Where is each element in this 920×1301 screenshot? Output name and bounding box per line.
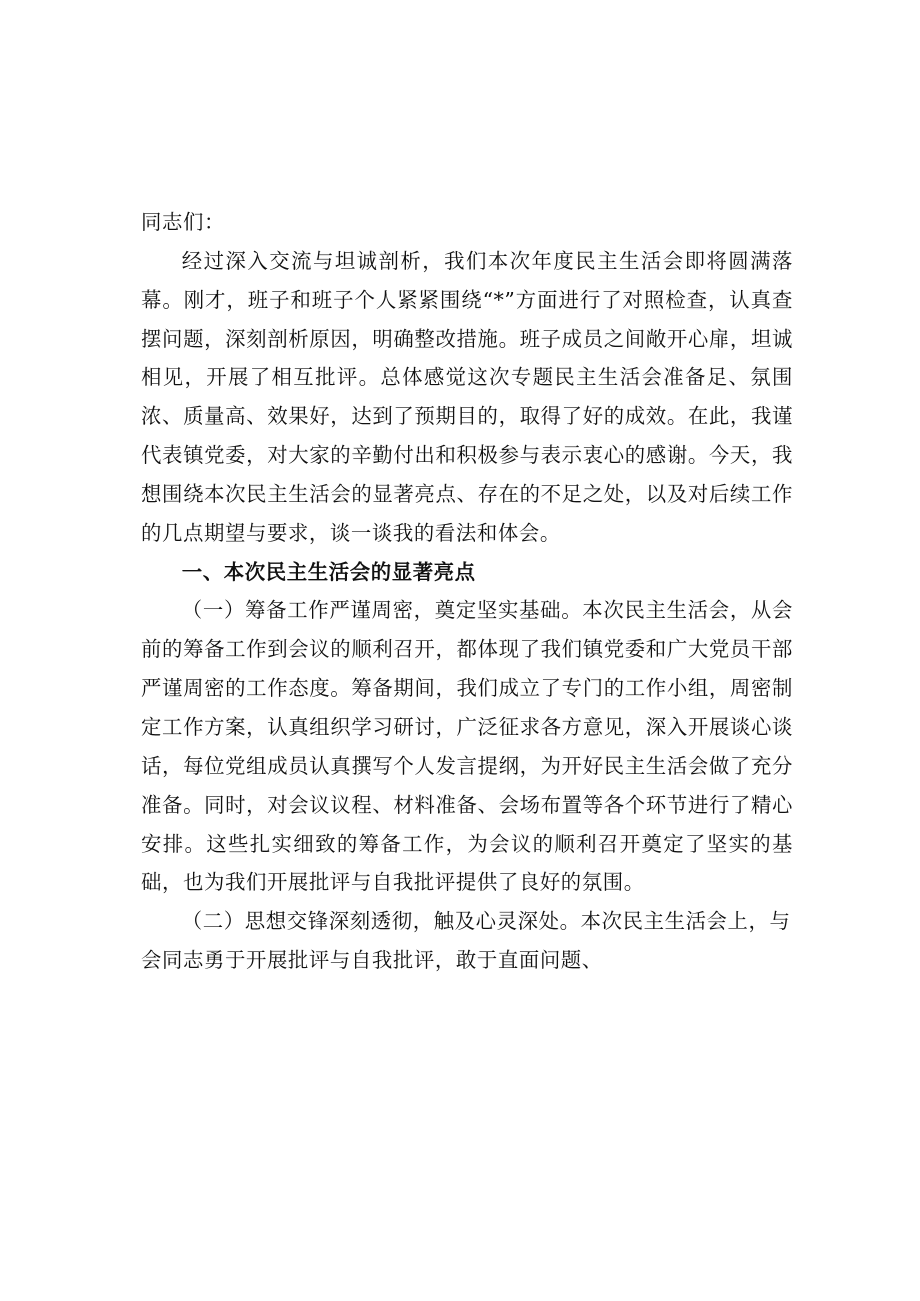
intro-paragraph: 经过深入交流与坦诚剖析，我们本次年度民主生活会即将圆满落幕。刚才，班子和班子个人紧紧围绕“*”方面进行了对照检查，认真查摆问题，深刻剖析原因，明确整改措施。班子成员之间敞开心扉，坦诚相见，开展了相互批评。总体感觉这次专题民主生活会准备足、氛围浓、质量高、效果好，达到了预期目的，取得了好的成效。在此，我谨代表镇党委，对大家的辛勤付出和积极参与表示衷心的感谢。今天，我想围绕本次民主生活会的显著亮点、存在的不足之处，以及对后续工作的几点期望与要求，谈一谈我的看法和体会。 xyxy=(141,248,793,545)
subsection-1-paragraph: （一）筹备工作严谨周密，奠定坚实基础。本次民主生活会，从会前的筹备工作到会议的顺利召开，都体现了我们镇党委和广大党员干部严谨周密的工作态度。筹备期间，我们成立了专门的工作小组，周密制定工作方案，认真组织学习研讨，广泛征求各方意见，深入开展谈心谈话，每位党组成员认真撰写个人发言提纲，为开好民主生活会做了充分准备。同时，对会议议程、材料准备、会场布置等各个环节进行了精心安排。这些扎实细致的筹备工作，为会议的顺利召开奠定了坚实的基础，也为我们开展批评与自我批评提供了良好的氛围。 xyxy=(141,598,793,895)
salutation: 同志们： xyxy=(141,210,225,234)
subsection-2-paragraph: （二）思想交锋深刻透彻，触及心灵深处。本次民主生活会上，与会同志勇于开展批评与自我批评，敢于直面问题、 xyxy=(141,909,791,973)
document-body xyxy=(141,203,793,980)
section-1-heading: 一、本次民主生活会的显著亮点 xyxy=(181,559,476,584)
